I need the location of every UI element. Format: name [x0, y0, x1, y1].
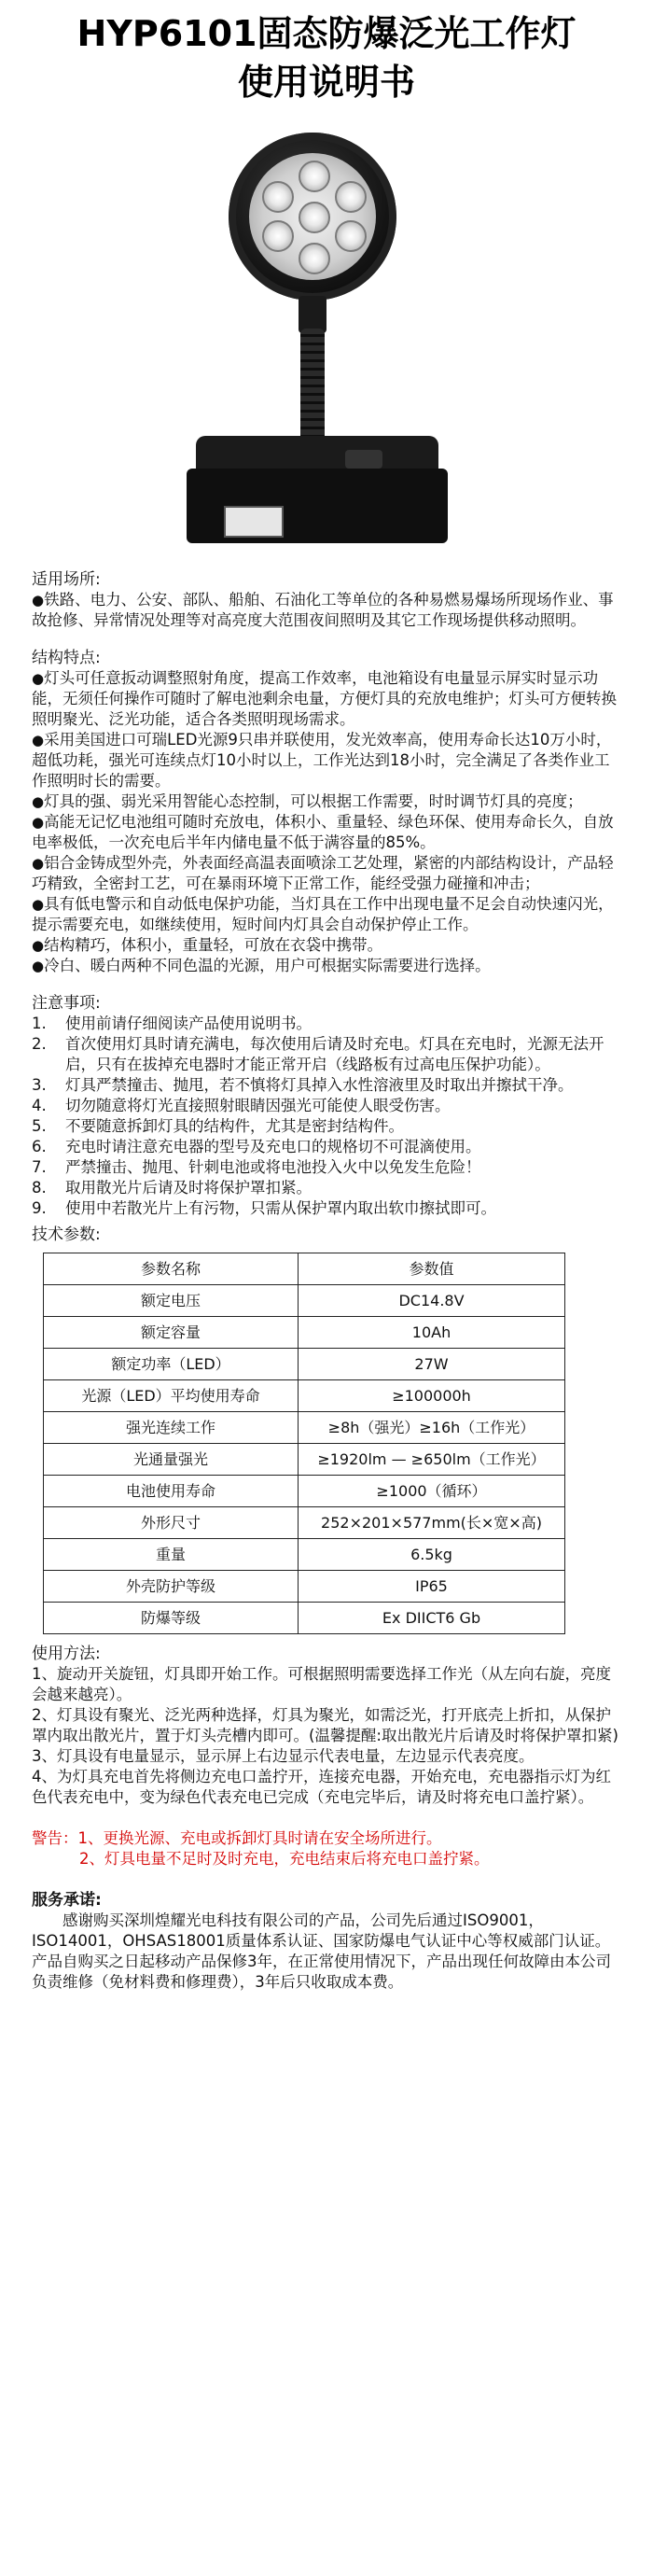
warning-block	[32, 1828, 621, 1869]
param-name: 外壳防护等级	[44, 1571, 299, 1603]
table-header-cell: 参数名称	[44, 1253, 299, 1285]
warning-line-1: 警告：1、更换光源、充电或拆卸灯具时请在安全场所进行。	[32, 1829, 442, 1847]
note-item	[32, 1075, 621, 1096]
product-image	[0, 114, 653, 553]
feature-item	[32, 730, 621, 791]
param-value: 27W	[299, 1349, 565, 1380]
note-number: 3.	[32, 1076, 47, 1094]
feature-item	[32, 791, 621, 812]
note-number: 4.	[32, 1097, 47, 1114]
led-6	[262, 181, 294, 213]
table-row	[44, 1476, 565, 1507]
note-text: 灯具严禁撞击、抛甩，若不慎将灯具掉入水性溶液里及时取出并擦拭干净。	[65, 1076, 574, 1094]
table-row	[44, 1507, 565, 1539]
param-name: 额定功率（LED）	[44, 1349, 299, 1380]
title-line-2: 使用说明书	[237, 62, 415, 103]
note-text: 不要随意拆卸灯具的结构件，尤其是密封结构件。	[65, 1117, 404, 1135]
table-header-cell: 参数值	[299, 1253, 565, 1285]
param-name: 额定容量	[44, 1317, 299, 1349]
param-value: 6.5kg	[299, 1539, 565, 1571]
features-heading: 结构特点:	[32, 649, 101, 667]
param-value: 10Ah	[299, 1317, 565, 1349]
table-row	[44, 1603, 565, 1634]
led-2	[335, 181, 367, 213]
param-name: 重量	[44, 1539, 299, 1571]
feature-item	[32, 812, 621, 853]
table-row	[44, 1539, 565, 1571]
note-number: 7.	[32, 1158, 47, 1176]
note-item	[32, 1034, 621, 1075]
param-name: 防爆等级	[44, 1603, 299, 1634]
note-text: 首次使用灯具时请充满电，每次使用后请及时充电。灯具在充电时，光源无法开启，只有在拔掉充电器时才能正常开启（线路板有过高电压保护功能）。	[65, 1035, 604, 1073]
usage-item: 2、灯具设有聚光、泛光两种选择，灯具为聚光，如需泛光，打开底壳上折扣，从保护罩内取出散光片，置于灯头壳槽内即可。(温馨提醒:取出散光片后请及时将保护罩扣紧)	[32, 1706, 618, 1744]
applications-heading: 适用场所:	[32, 570, 101, 589]
usage-item: 4、为灯具充电首先将侧边充电口盖拧开，连接充电器，开始充电，充电器指示灯为红色代表充电中，变为绿色代表充电已完成（充电完毕后，请及时将充电口盖拧紧）。	[32, 1768, 611, 1806]
document-title	[0, 0, 653, 106]
title-line-1: HYP6101固态防爆泛光工作灯	[76, 13, 577, 54]
feature-text: 冷白、暖白两种不同色温的光源，用户可根据实际需要进行选择。	[44, 957, 491, 974]
notes-list	[32, 1014, 621, 1219]
service-text: 感谢购买深圳煌耀光电科技有限公司的产品，公司先后通过ISO9001，ISO14001，OHSAS18001质量体系认证、国家防爆电气认证中心等权威部门认证。产品自购买之日起移动产品保修3年，在正常使用情况下，产品出现任何故障由本公司负责维修（免材料费和修理费），3年后只收取成本费。	[32, 1911, 611, 1991]
param-value: DC14.8V	[299, 1285, 565, 1317]
usage-item: 1、旋动开关旋钮，灯具即开始工作。可根据照明需要选择工作光（从左向右旋，亮度会越来越亮）。	[32, 1665, 611, 1703]
note-number: 8.	[32, 1179, 47, 1197]
feature-text: 灯头可任意扳动调整照射角度，提高工作效率，电池箱设有电量显示屏实时显示功能，无须任何操作可随时了解电池剩余电量，方便灯具的充放电维护；灯头可方便转换照明聚光、泛光功能，适合各类照明现场需求。	[32, 669, 617, 728]
note-number: 9.	[32, 1199, 47, 1217]
note-item	[32, 1178, 621, 1198]
switch-knob	[345, 450, 382, 469]
note-item	[32, 1014, 621, 1034]
table-header-row	[44, 1253, 565, 1285]
table-row	[44, 1349, 565, 1380]
feature-item	[32, 668, 621, 730]
param-value: Ex DIICT6 Gb	[299, 1603, 565, 1634]
feature-text: 具有低电警示和自动低电保护功能，当灯具在工作中出现电量不足会自动快速闪光，提示需要充电，如继续使用，短时间内灯具会自动保护停止工作。	[32, 895, 614, 933]
tech-params-table	[43, 1253, 565, 1634]
table-row	[44, 1412, 565, 1444]
note-number: 6.	[32, 1138, 47, 1155]
param-name: 电池使用寿命	[44, 1476, 299, 1507]
note-number: 2.	[32, 1035, 47, 1053]
param-name: 光通量强光	[44, 1444, 299, 1476]
warning-line-2: 2、灯具电量不足时及时充电，充电结束后将充电口盖拧紧。	[79, 1850, 490, 1868]
applications-text	[32, 590, 621, 631]
notes-heading: 注意事项:	[32, 994, 101, 1013]
param-value: ≥100000h	[299, 1380, 565, 1412]
usage-heading: 使用方法:	[32, 1645, 101, 1663]
feature-item	[32, 894, 621, 935]
usage-item: 3、灯具设有电量显示，显示屏上右边显示代表电量，左边显示代表亮度。	[32, 1747, 535, 1765]
table-row	[44, 1317, 565, 1349]
feature-text: 灯具的强、弱光采用智能心态控制，可以根据工作需要，时时调节灯具的亮度；	[44, 792, 583, 810]
led-1	[299, 161, 330, 192]
note-text: 使用中若散光片上有污物，只需从保护罩内取出软巾擦拭即可。	[65, 1199, 496, 1217]
feature-item	[32, 853, 621, 894]
note-item	[32, 1157, 621, 1178]
feature-text: 采用美国进口可瑞LED光源9只串并联使用，发光效率高，使用寿命长达10万小时，超低功耗，强光可连续点灯10小时以上，工作光达到18小时，完全满足了各类作业工作照明时长的需要。	[32, 731, 612, 790]
param-value: ≥1920lm — ≥650lm（工作光）	[299, 1444, 565, 1476]
note-text: 严禁撞击、抛甩、针刺电池或将电池投入火中以免发生危险！	[65, 1158, 481, 1176]
feature-text: 高能无记忆电池组可随时充放电，体积小、重量轻、绿色环保、使用寿命长久，自放电率极低，一次充电后半年内储电量不低于满容量的85%。	[32, 813, 614, 851]
table-row	[44, 1285, 565, 1317]
note-text: 取用散光片后请及时将保护罩扣紧。	[65, 1179, 312, 1197]
note-text: 充电时请注意充电器的型号及充电口的规格切不可混滴使用。	[65, 1138, 481, 1155]
param-name: 外形尺寸	[44, 1507, 299, 1539]
led-5	[262, 220, 294, 252]
feature-text: 铝合金铸成型外壳，外表面经高温表面喷涂工艺处理，紧密的内部结构设计，产品轻巧精致，全密封工艺，可在暴雨环境下正常工作，能经受强力碰撞和冲击；	[32, 854, 614, 892]
led-4	[299, 243, 330, 274]
led-3	[335, 220, 367, 252]
param-name: 强光连续工作	[44, 1412, 299, 1444]
lamp-bracket	[299, 296, 326, 333]
applications-body: 铁路、电力、公安、部队、船舶、石油化工等单位的各种易燃易爆场所现场作业、事故抢修、异常情况处理等对高亮度大范围夜间照明及其它工作现场提供移动照明。	[32, 591, 614, 629]
feature-item	[32, 956, 621, 976]
lamp-reflector	[249, 153, 376, 280]
case-label	[224, 506, 284, 538]
feature-text: 结构精巧，体积小，重量轻，可放在衣袋中携带。	[44, 936, 383, 954]
feature-item	[32, 935, 621, 956]
gooseneck-arm	[300, 329, 325, 450]
note-text: 使用前请仔细阅读产品使用说明书。	[65, 1015, 312, 1032]
note-text: 切勿随意将灯光直接照射眼睛因强光可能使人眼受伤害。	[65, 1097, 451, 1114]
note-item	[32, 1137, 621, 1157]
manual-content	[0, 569, 653, 1993]
note-item	[32, 1096, 621, 1116]
param-name: 额定电压	[44, 1285, 299, 1317]
table-row	[44, 1571, 565, 1603]
table-row	[44, 1444, 565, 1476]
led-7	[299, 202, 330, 233]
note-number: 1.	[32, 1015, 47, 1032]
service-heading: 服务承诺:	[32, 1891, 102, 1910]
note-item	[32, 1198, 621, 1219]
table-row	[44, 1380, 565, 1412]
param-value: 252×201×577mm(长×宽×高)	[299, 1507, 565, 1539]
battery-case-lid	[196, 436, 438, 473]
lamp-head	[229, 133, 396, 301]
param-name: 光源（LED）平均使用寿命	[44, 1380, 299, 1412]
note-item	[32, 1116, 621, 1137]
param-value: IP65	[299, 1571, 565, 1603]
tech-heading: 技术参数:	[32, 1225, 101, 1244]
param-value: ≥1000（循环）	[299, 1476, 565, 1507]
param-value: ≥8h（强光）≥16h（工作光）	[299, 1412, 565, 1444]
note-number: 5.	[32, 1117, 47, 1135]
